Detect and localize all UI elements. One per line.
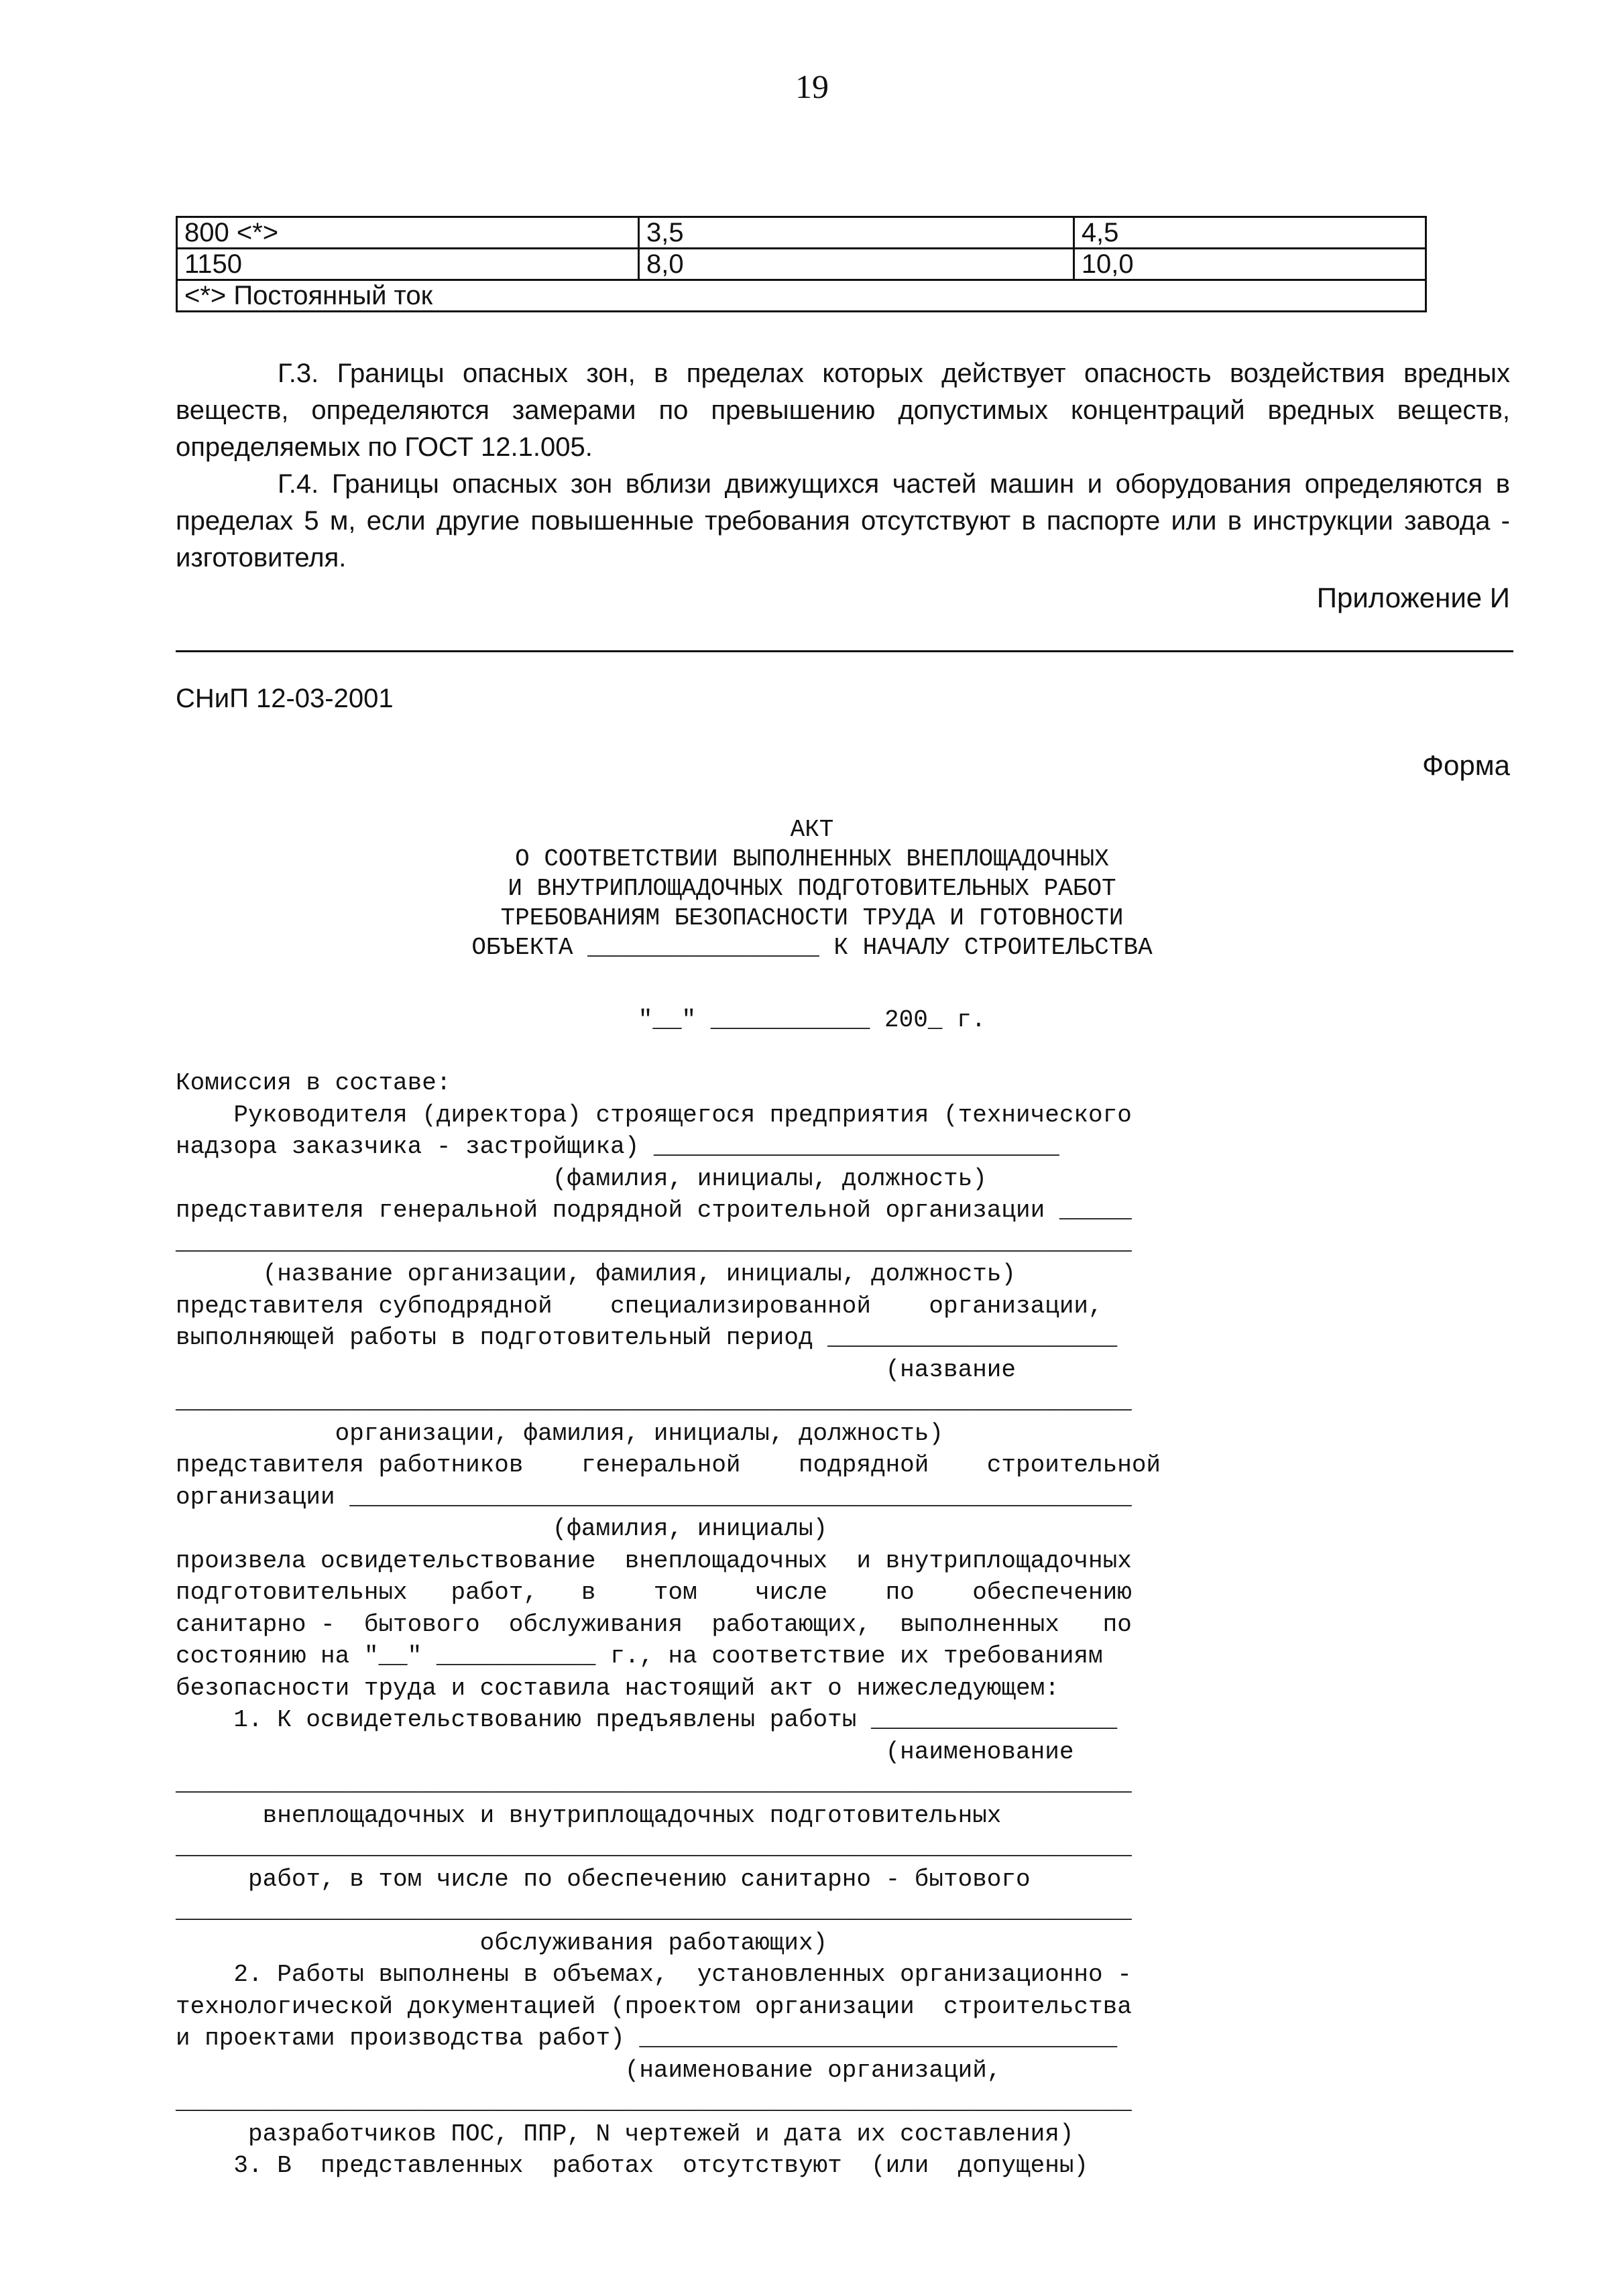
table-cell: 4,5 — [1074, 217, 1426, 249]
table-cell: 3,5 — [638, 217, 1074, 249]
form-line: представителя работников генеральной подрядной строительной — [176, 1451, 1161, 1479]
form-line: организации ______________________________________________________ — [176, 1483, 1132, 1511]
table-row — [177, 249, 1426, 280]
form-line: санитарно - бытового обслуживания работающих, выполненных по — [176, 1610, 1132, 1638]
form-line: разработчиков ПОС, ППР, N чертежей и дата их составления) — [176, 2120, 1074, 2148]
date-line: "__" ___________ 200_ г. — [638, 1006, 986, 1034]
form-line: представителя субподрядной специализированной организации, — [176, 1292, 1103, 1320]
form-line: 3. В представленных работах отсутствуют (или допущены) — [176, 2152, 1089, 2179]
form-line: обслуживания работающих) — [176, 1929, 828, 1957]
table-cell: 1150 — [177, 249, 639, 280]
form-line: __________________________________________________________________ — [176, 2088, 1132, 2116]
form-line: __________________________________________________________________ — [176, 1897, 1132, 1925]
divider — [176, 650, 1513, 652]
form-line: 2. Работы выполнены в объемах, установленных организационно - — [176, 1961, 1132, 1988]
act-title-line: ТРЕБОВАНИЯМ БЕЗОПАСНОСТИ ТРУДА И ГОТОВНОСТИ — [500, 904, 1124, 932]
act-title — [0, 815, 1624, 963]
paragraph-g4: Г.4. Границы опасных зон вблизи движущихся частей машин и оборудования определяются в пределах 5 м, если другие повышенные требования отсутствуют в паспорте или в инструкции завода - изготовителя. — [176, 469, 1510, 572]
form-line: работ, в том числе по обеспечению санитарно - бытового — [176, 1865, 1031, 1893]
form-line: состоянию на "__" ___________ г., на соответствие их требованиям — [176, 1642, 1103, 1670]
table-cell: 10,0 — [1074, 249, 1426, 280]
voltage-table — [176, 216, 1427, 312]
form-line: Комиссия в составе: — [176, 1069, 451, 1097]
form-line: надзора заказчика - застройщика) ____________________________ — [176, 1133, 1059, 1160]
form-line: __________________________________________________________________ — [176, 1388, 1132, 1415]
act-title-line: И ВНУТРИПЛОЩАДОЧНЫХ ПОДГОТОВИТЕЛЬНЫХ РАБОТ — [508, 875, 1116, 902]
page-number: 19 — [795, 68, 829, 105]
table-row — [177, 217, 1426, 249]
form-label: Форма — [1422, 749, 1510, 781]
form-line: и проектами производства работ) _________________________________ — [176, 2025, 1118, 2052]
act-title-line: О СООТВЕТСТВИИ ВЫПОЛНЕННЫХ ВНЕПЛОЩАДОЧНЫХ — [515, 845, 1109, 873]
form-line: (название организации, фамилия, инициалы, должность) — [176, 1260, 1017, 1288]
form-line: технологической документацией (проектом организации строительства — [176, 1992, 1132, 2020]
doc-code: СНиП 12-03-2001 — [176, 684, 394, 713]
form-line: __________________________________________________________________ — [176, 1228, 1132, 1256]
paragraphs-block — [176, 355, 1510, 577]
act-title-line: ОБЪЕКТА ________________ К НАЧАЛУ СТРОИТЕЛЬСТВА — [471, 934, 1153, 961]
form-line: произвела освидетельствование внеплощадочных и внутриплощадочных — [176, 1547, 1132, 1575]
act-title-line: АКТ — [790, 816, 834, 843]
form-line: 1. К освидетельствованию предъявлены работы _________________ — [176, 1706, 1118, 1734]
form-line: (фамилия, инициалы, должность) — [176, 1164, 987, 1193]
form-line: __________________________________________________________________ — [176, 1833, 1132, 1861]
form-line: внеплощадочных и внутриплощадочных подготовительных — [176, 1801, 1002, 1829]
form-line: (наименование — [176, 1738, 1074, 1766]
form-line: безопасности труда и составила настоящий акт о нижеследующем: — [176, 1674, 1059, 1702]
appendix-label: Приложение И — [1316, 582, 1510, 613]
table-footnote: <*> Постоянный ток — [177, 280, 1426, 312]
form-line: представителя генеральной подрядной строительной организации _____ — [176, 1197, 1132, 1224]
form-body — [176, 1067, 1161, 2182]
form-line: (фамилия, инициалы) — [176, 1515, 828, 1543]
paragraph-g3: Г.3. Границы опасных зон, в пределах которых действует опасность воздействия вредных веществ, определяются замерами по превышению допустимых концентраций вредных веществ, определяемых по ГОСТ 12.1.005. — [176, 359, 1510, 462]
form-line: Руководителя (директора) строящегося предприятия (технического — [176, 1101, 1132, 1129]
form-line: подготовительных работ, в том числе по обеспечению — [176, 1579, 1132, 1606]
form-line: организации, фамилия, инициалы, должность) — [176, 1419, 943, 1447]
form-line: выполняющей работы в подготовительный период ____________________ — [176, 1324, 1118, 1351]
form-line: (наименование организаций, — [176, 2056, 1002, 2084]
table-cell: 8,0 — [638, 249, 1074, 280]
form-line: __________________________________________________________________ — [176, 1770, 1132, 1797]
form-line: (название — [176, 1355, 1017, 1384]
table-cell: 800 <*> — [177, 217, 639, 249]
table-footnote-row — [177, 280, 1426, 312]
